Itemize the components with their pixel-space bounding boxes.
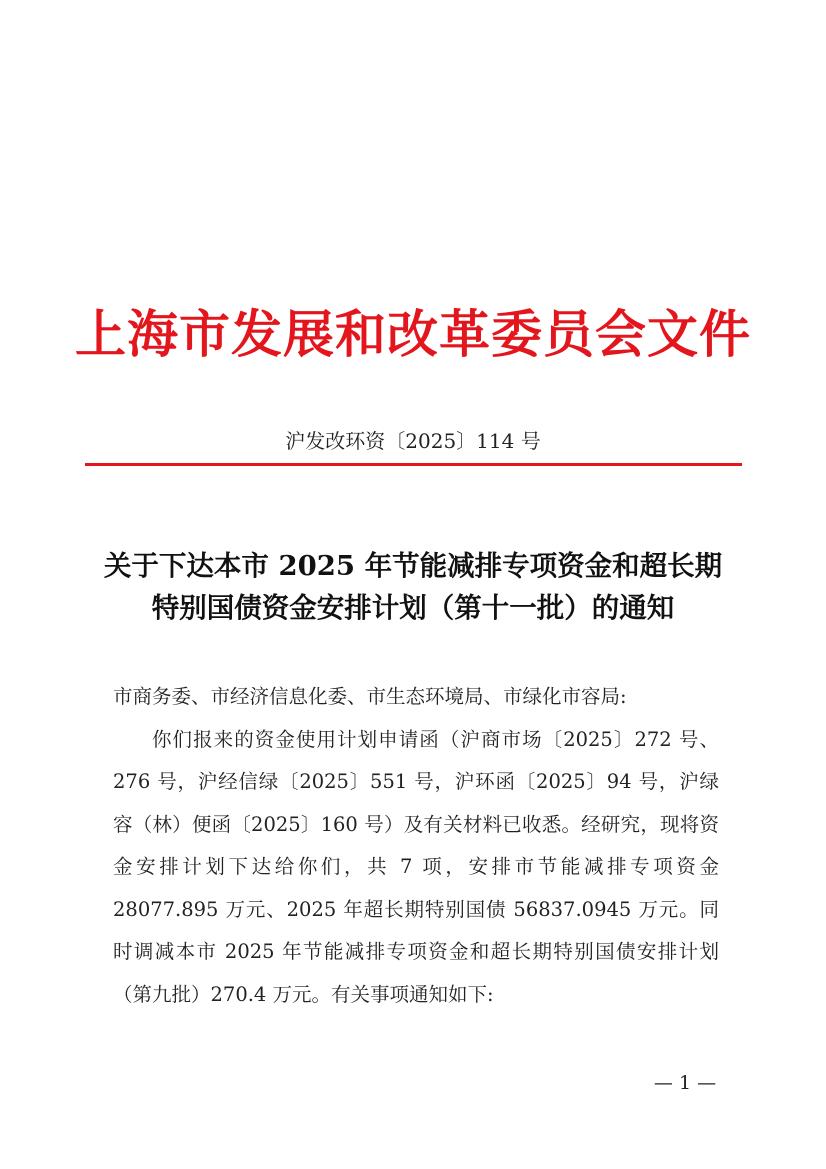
document-number: 沪发改环资〔2025〕114 号 — [285, 429, 541, 453]
notice-title-line-1: 关于下达本市 2025 年节能减排专项资金和超长期 — [103, 550, 723, 582]
page-number: — 1 — — [653, 1072, 717, 1094]
issuing-authority-masthead: 上海市发展和改革委员会文件 — [74, 305, 751, 365]
addressee-line: 市商务委、市经济信息化委、市生态环境局、市绿化市容局: — [113, 685, 627, 708]
notice-title — [60, 545, 766, 629]
body-paragraph: 你们报来的资金使用计划申请函（沪商市场〔2025〕272 号、276 号，沪经信绿〔2025〕551 号，沪环函〔2025〕94 号，沪绿容（林）便函〔2025〕160 号）及有关材料已收悉。经研究，现将资金安排计划下达给你们，共 7 项，安排市节能减排专项资金 28077.895 万元、2025 年超长期特别国债 56837.0945 万元。同时调减本市 2025 年节能减排专项资金和超长期特别国债安排计划（第九批）270.4 万元。有关事项通知如下: — [113, 727, 719, 1006]
notice-title-line-2: 特别国债资金安排计划（第十一批）的通知 — [151, 592, 675, 624]
notice-body — [113, 676, 719, 1016]
red-separator-line — [85, 463, 742, 466]
